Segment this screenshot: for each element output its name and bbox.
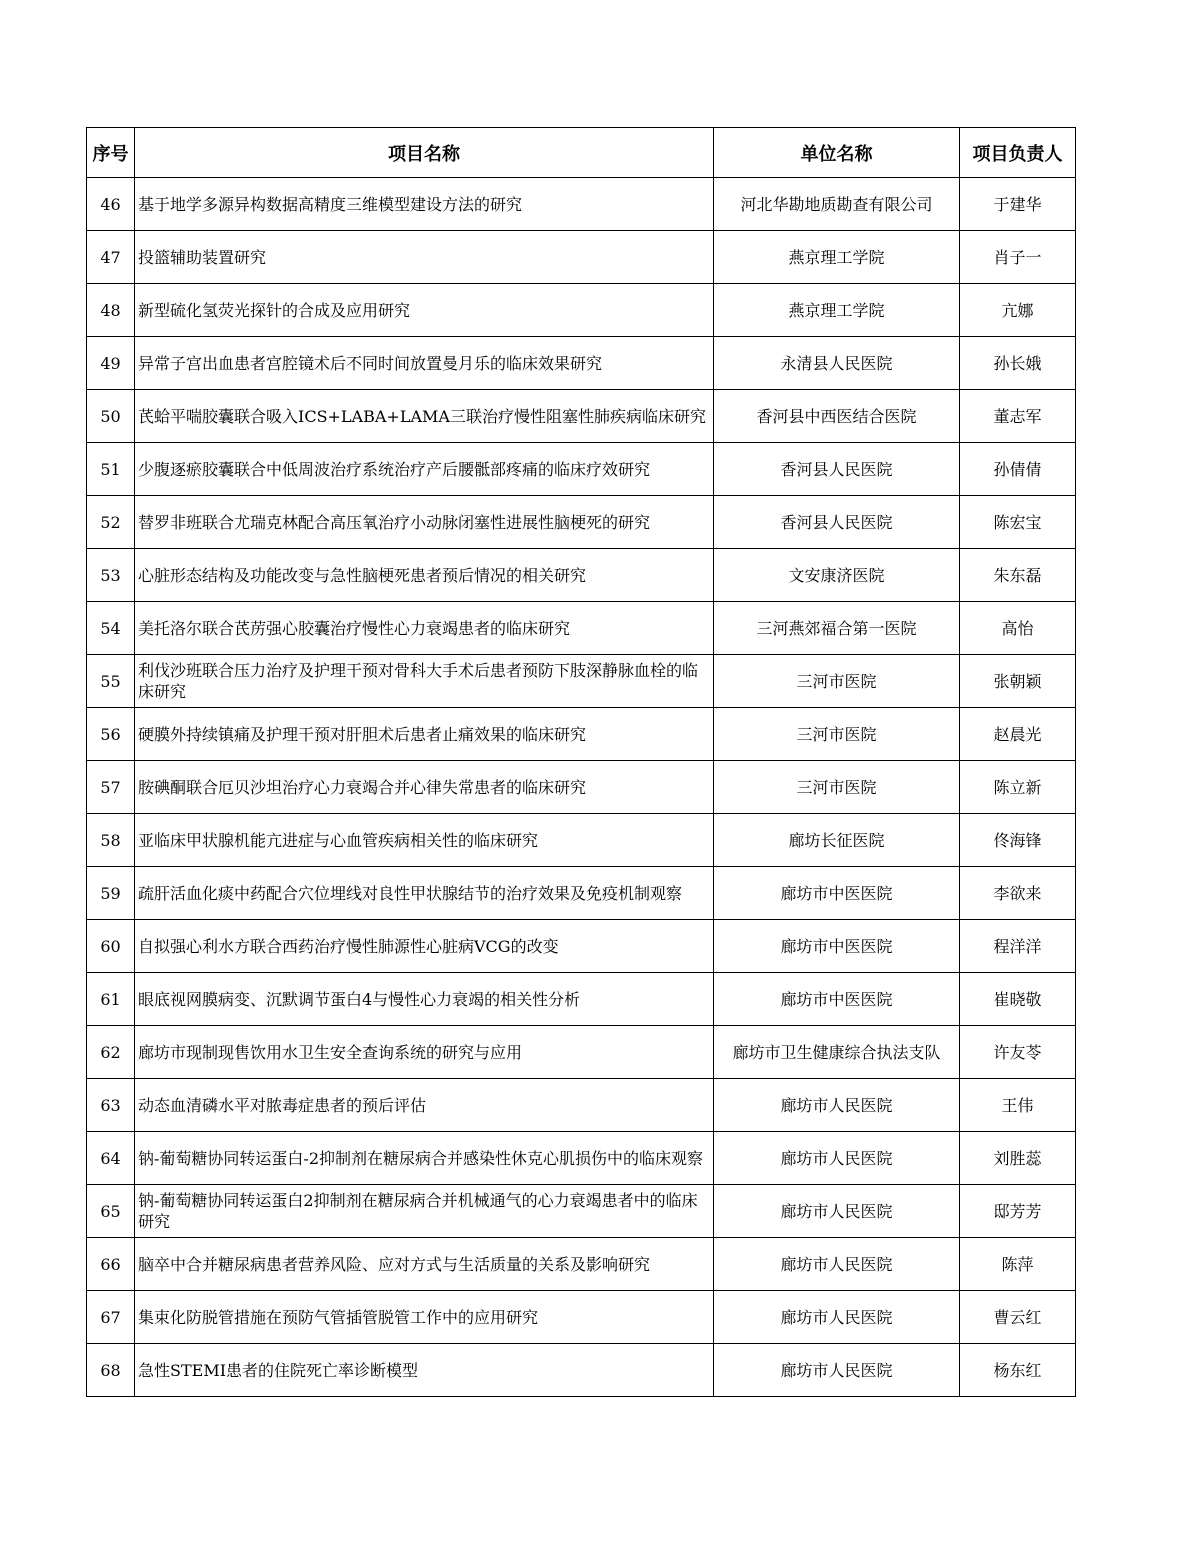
cell-no: 60 (87, 920, 135, 973)
cell-project-name: 眼底视网膜病变、沉默调节蛋白4与慢性心力衰竭的相关性分析 (135, 973, 714, 1026)
cell-project-lead: 曹云红 (960, 1291, 1076, 1344)
cell-unit-name: 廊坊市人民医院 (714, 1291, 960, 1344)
table-row (87, 390, 1076, 443)
cell-project-name: 钠-葡萄糖协同转运蛋白-2抑制剂在糖尿病合并感染性休克心肌损伤中的临床观察 (135, 1132, 714, 1185)
table-row (87, 443, 1076, 496)
cell-project-lead: 于建华 (960, 178, 1076, 231)
cell-project-lead: 肖子一 (960, 231, 1076, 284)
cell-project-lead: 朱东磊 (960, 549, 1076, 602)
cell-unit-name: 三河市医院 (714, 761, 960, 814)
table-row (87, 549, 1076, 602)
cell-project-name: 芪蛤平喘胶囊联合吸入ICS+LABA+LAMA三联治疗慢性阻塞性肺疾病临床研究 (135, 390, 714, 443)
cell-unit-name: 香河县人民医院 (714, 496, 960, 549)
table-row (87, 655, 1076, 708)
cell-project-lead: 佟海锋 (960, 814, 1076, 867)
header-row (87, 128, 1076, 178)
cell-no: 58 (87, 814, 135, 867)
cell-unit-name: 廊坊市中医医院 (714, 867, 960, 920)
cell-unit-name: 燕京理工学院 (714, 284, 960, 337)
cell-project-lead: 孙倩倩 (960, 443, 1076, 496)
table-row (87, 496, 1076, 549)
cell-no: 61 (87, 973, 135, 1026)
cell-project-lead: 亢娜 (960, 284, 1076, 337)
header-lead: 项目负责人 (960, 128, 1076, 178)
cell-no: 56 (87, 708, 135, 761)
cell-project-lead: 邸芳芳 (960, 1185, 1076, 1238)
cell-project-lead: 董志军 (960, 390, 1076, 443)
cell-no: 64 (87, 1132, 135, 1185)
cell-no: 59 (87, 867, 135, 920)
cell-no: 48 (87, 284, 135, 337)
cell-no: 52 (87, 496, 135, 549)
cell-project-name: 少腹逐瘀胶囊联合中低周波治疗系统治疗产后腰骶部疼痛的临床疗效研究 (135, 443, 714, 496)
cell-project-name: 钠-葡萄糖协同转运蛋白2抑制剂在糖尿病合并机械通气的心力衰竭患者中的临床研究 (135, 1185, 714, 1238)
table-row (87, 1026, 1076, 1079)
cell-no: 53 (87, 549, 135, 602)
cell-no: 63 (87, 1079, 135, 1132)
cell-unit-name: 廊坊市人民医院 (714, 1185, 960, 1238)
table-row (87, 761, 1076, 814)
cell-project-lead: 杨东红 (960, 1344, 1076, 1397)
table-row (87, 1238, 1076, 1291)
header-unit: 单位名称 (714, 128, 960, 178)
cell-project-name: 基于地学多源异构数据高精度三维模型建设方法的研究 (135, 178, 714, 231)
cell-project-lead: 程洋洋 (960, 920, 1076, 973)
cell-project-name: 心脏形态结构及功能改变与急性脑梗死患者预后情况的相关研究 (135, 549, 714, 602)
cell-project-lead: 陈立新 (960, 761, 1076, 814)
cell-no: 51 (87, 443, 135, 496)
cell-unit-name: 廊坊长征医院 (714, 814, 960, 867)
cell-project-lead: 李欲来 (960, 867, 1076, 920)
cell-no: 50 (87, 390, 135, 443)
cell-project-name: 脑卒中合并糖尿病患者营养风险、应对方式与生活质量的关系及影响研究 (135, 1238, 714, 1291)
cell-no: 68 (87, 1344, 135, 1397)
header-name: 项目名称 (135, 128, 714, 178)
table-row (87, 337, 1076, 390)
cell-no: 54 (87, 602, 135, 655)
cell-project-name: 自拟强心利水方联合西药治疗慢性肺源性心脏病VCG的改变 (135, 920, 714, 973)
table-row (87, 1185, 1076, 1238)
cell-project-name: 胺碘酮联合厄贝沙坦治疗心力衰竭合并心律失常患者的临床研究 (135, 761, 714, 814)
cell-unit-name: 廊坊市中医医院 (714, 920, 960, 973)
cell-project-name: 异常子宫出血患者宫腔镜术后不同时间放置曼月乐的临床效果研究 (135, 337, 714, 390)
cell-project-name: 投篮辅助装置研究 (135, 231, 714, 284)
cell-no: 66 (87, 1238, 135, 1291)
cell-unit-name: 廊坊市人民医院 (714, 1238, 960, 1291)
table-row (87, 1344, 1076, 1397)
cell-project-name: 疏肝活血化痰中药配合穴位埋线对良性甲状腺结节的治疗效果及免疫机制观察 (135, 867, 714, 920)
cell-project-lead: 高怡 (960, 602, 1076, 655)
table-row (87, 284, 1076, 337)
cell-project-lead: 陈宏宝 (960, 496, 1076, 549)
cell-unit-name: 永清县人民医院 (714, 337, 960, 390)
cell-project-lead: 崔晓敬 (960, 973, 1076, 1026)
cell-no: 46 (87, 178, 135, 231)
table-row (87, 1291, 1076, 1344)
cell-project-name: 廊坊市现制现售饮用水卫生安全查询系统的研究与应用 (135, 1026, 714, 1079)
cell-project-lead: 许友苓 (960, 1026, 1076, 1079)
cell-project-lead: 陈萍 (960, 1238, 1076, 1291)
table-row (87, 231, 1076, 284)
cell-project-name: 美托洛尔联合芪苈强心胶囊治疗慢性心力衰竭患者的临床研究 (135, 602, 714, 655)
cell-unit-name: 文安康济医院 (714, 549, 960, 602)
cell-unit-name: 三河燕郊福合第一医院 (714, 602, 960, 655)
cell-project-name: 替罗非班联合尤瑞克林配合高压氧治疗小动脉闭塞性进展性脑梗死的研究 (135, 496, 714, 549)
cell-no: 49 (87, 337, 135, 390)
cell-project-lead: 孙长娥 (960, 337, 1076, 390)
cell-project-lead: 赵晨光 (960, 708, 1076, 761)
cell-unit-name: 廊坊市人民医院 (714, 1079, 960, 1132)
cell-project-lead: 王伟 (960, 1079, 1076, 1132)
cell-unit-name: 廊坊市中医医院 (714, 973, 960, 1026)
table-row (87, 867, 1076, 920)
cell-unit-name: 河北华勘地质勘查有限公司 (714, 178, 960, 231)
cell-project-name: 新型硫化氢荧光探针的合成及应用研究 (135, 284, 714, 337)
cell-project-lead: 张朝颖 (960, 655, 1076, 708)
table-row (87, 1079, 1076, 1132)
cell-no: 47 (87, 231, 135, 284)
table-row (87, 973, 1076, 1026)
table-row (87, 814, 1076, 867)
header-no: 序号 (87, 128, 135, 178)
table-row (87, 602, 1076, 655)
table-row (87, 178, 1076, 231)
cell-project-name: 急性STEMI患者的住院死亡率诊断模型 (135, 1344, 714, 1397)
cell-unit-name: 三河市医院 (714, 708, 960, 761)
cell-unit-name: 三河市医院 (714, 655, 960, 708)
cell-project-name: 集束化防脱管措施在预防气管插管脱管工作中的应用研究 (135, 1291, 714, 1344)
cell-project-name: 硬膜外持续镇痛及护理干预对肝胆术后患者止痛效果的临床研究 (135, 708, 714, 761)
table-row (87, 708, 1076, 761)
cell-project-name: 利伐沙班联合压力治疗及护理干预对骨科大手术后患者预防下肢深静脉血栓的临床研究 (135, 655, 714, 708)
table-row (87, 920, 1076, 973)
cell-unit-name: 香河县人民医院 (714, 443, 960, 496)
cell-no: 55 (87, 655, 135, 708)
cell-unit-name: 香河县中西医结合医院 (714, 390, 960, 443)
cell-project-lead: 刘胜蕊 (960, 1132, 1076, 1185)
cell-unit-name: 廊坊市人民医院 (714, 1132, 960, 1185)
cell-no: 65 (87, 1185, 135, 1238)
cell-no: 62 (87, 1026, 135, 1079)
cell-project-name: 亚临床甲状腺机能亢进症与心血管疾病相关性的临床研究 (135, 814, 714, 867)
cell-project-name: 动态血清磷水平对脓毒症患者的预后评估 (135, 1079, 714, 1132)
project-table (86, 127, 1076, 1397)
cell-unit-name: 廊坊市卫生健康综合执法支队 (714, 1026, 960, 1079)
cell-unit-name: 廊坊市人民医院 (714, 1344, 960, 1397)
table-row (87, 1132, 1076, 1185)
cell-unit-name: 燕京理工学院 (714, 231, 960, 284)
cell-no: 57 (87, 761, 135, 814)
cell-no: 67 (87, 1291, 135, 1344)
